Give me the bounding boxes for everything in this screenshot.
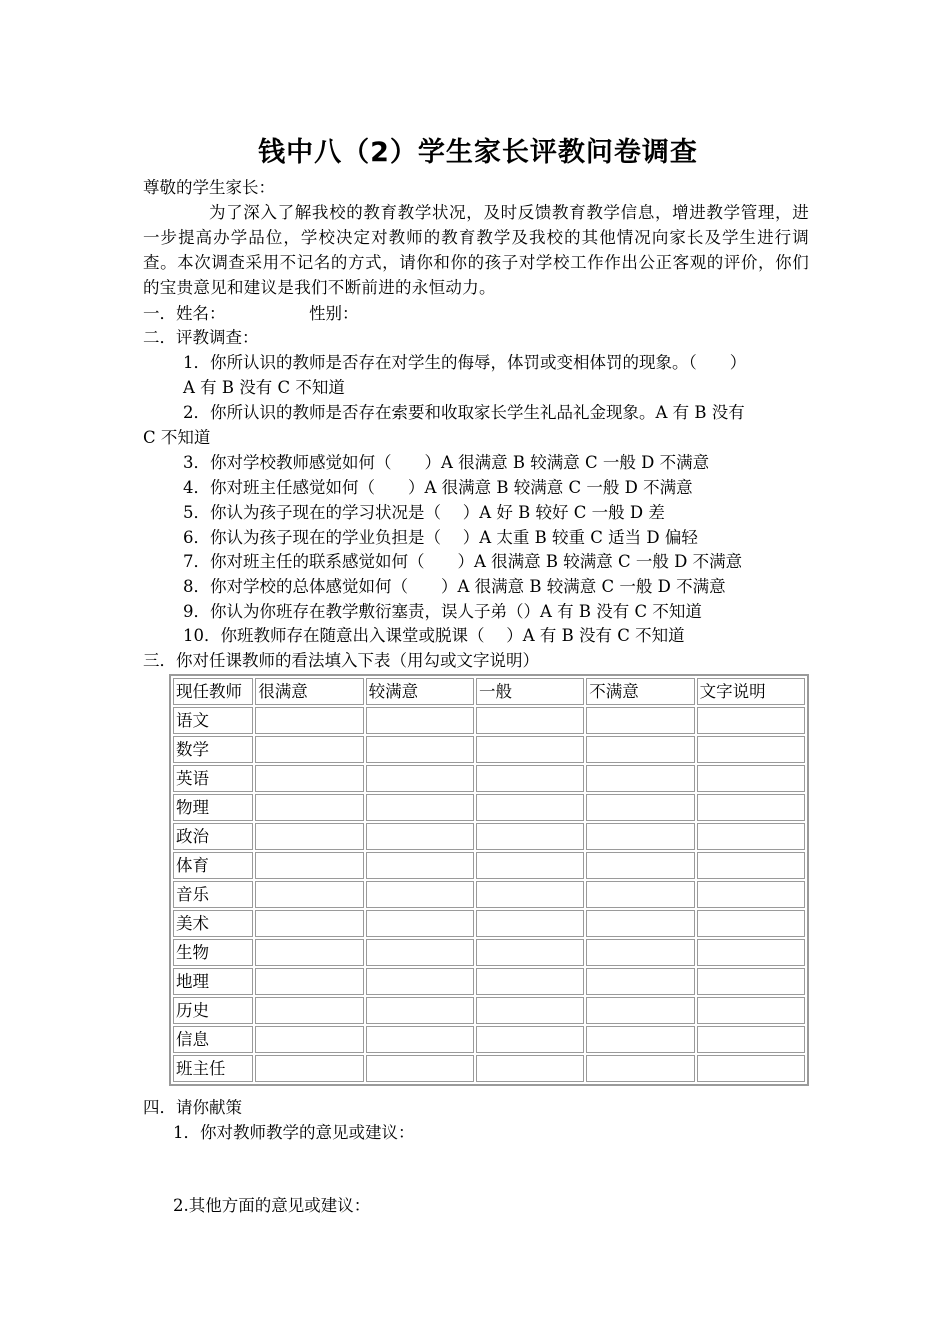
rating-cell[interactable]	[366, 910, 474, 937]
rating-cell[interactable]	[697, 707, 805, 734]
rating-cell[interactable]	[476, 1055, 584, 1082]
rating-cell[interactable]	[366, 997, 474, 1024]
rating-cell[interactable]	[586, 968, 694, 995]
rating-cell[interactable]	[586, 939, 694, 966]
subject-label: 生物	[173, 939, 253, 966]
table-row	[173, 736, 805, 763]
table-row	[173, 794, 805, 821]
rating-cell[interactable]	[697, 910, 805, 937]
rating-cell[interactable]	[476, 823, 584, 850]
greeting: 尊敬的学生家长：	[143, 178, 275, 197]
header-current-teacher: 现任教师	[173, 678, 253, 705]
header-average: 一般	[476, 678, 584, 705]
table-row	[173, 939, 805, 966]
question-1-line1: 1．你所认识的教师是否存在对学生的侮辱，体罚或变相体罚的现象。（ ）	[183, 353, 747, 372]
rating-cell[interactable]	[586, 997, 694, 1024]
rating-cell[interactable]	[476, 968, 584, 995]
rating-cell[interactable]	[476, 1026, 584, 1053]
question-7: 7．你对班主任的联系感觉如何（ ）A 很满意 B 较满意 C 一般 D 不满意	[183, 552, 743, 571]
rating-cell[interactable]	[586, 881, 694, 908]
header-satisfied: 较满意	[366, 678, 474, 705]
rating-cell[interactable]	[255, 736, 363, 763]
suggestion-other: 2.其他方面的意见或建议：	[173, 1196, 371, 1215]
rating-cell[interactable]	[586, 852, 694, 879]
subject-label: 体育	[173, 852, 253, 879]
table-row	[173, 910, 805, 937]
rating-cell[interactable]	[476, 910, 584, 937]
section3-heading: 三．你对任课教师的看法填入下表（用勾或文字说明）	[143, 651, 539, 670]
table-row	[173, 881, 805, 908]
intro-paragraph: 为了深入了解我校的教育教学状况，及时反馈教育教学信息，增进教学管理，进一步提高办学品位，学校决定对教师的教育教学及我校的其他情况向家长及学生进行调查。本次调查采用不记名的方式，请你和你的孩子对学校工作作出公正客观的评价，你们的宝贵意见和建议是我们不断前进的永恒动力。	[143, 203, 809, 297]
rating-cell[interactable]	[476, 794, 584, 821]
rating-cell[interactable]	[697, 852, 805, 879]
rating-cell[interactable]	[476, 765, 584, 792]
rating-cell[interactable]	[697, 939, 805, 966]
header-very-satisfied: 很满意	[255, 678, 363, 705]
rating-cell[interactable]	[366, 881, 474, 908]
rating-cell[interactable]	[255, 881, 363, 908]
rating-cell[interactable]	[255, 968, 363, 995]
section2-heading: 二．评教调查：	[143, 328, 259, 347]
table-body	[173, 707, 805, 1082]
rating-cell[interactable]	[697, 1055, 805, 1082]
question-2-line1: 2．你所认识的教师是否存在索要和收取家长学生礼品礼金现象。A 有 B 没有	[183, 403, 745, 422]
rating-cell[interactable]	[697, 823, 805, 850]
section4-heading: 四．请你献策	[143, 1098, 242, 1117]
rating-cell[interactable]	[255, 823, 363, 850]
rating-cell[interactable]	[586, 707, 694, 734]
subject-label: 信息	[173, 1026, 253, 1053]
rating-cell[interactable]	[476, 707, 584, 734]
rating-cell[interactable]	[476, 736, 584, 763]
rating-cell[interactable]	[697, 765, 805, 792]
table-row	[173, 852, 805, 879]
table-row	[173, 968, 805, 995]
rating-cell[interactable]	[366, 823, 474, 850]
gender-label: 性别：	[309, 304, 359, 323]
question-2-line2: C 不知道	[143, 428, 211, 447]
rating-cell[interactable]	[697, 881, 805, 908]
subject-label: 历史	[173, 997, 253, 1024]
suggestion-teaching: 1．你对教师教学的意见或建议：	[173, 1123, 415, 1142]
question-4: 4．你对班主任感觉如何（ ）A 很满意 B 较满意 C 一般 D 不满意	[183, 478, 693, 497]
subject-label: 英语	[173, 765, 253, 792]
header-text-comment: 文字说明	[697, 678, 805, 705]
table-row	[173, 1026, 805, 1053]
subject-label: 物理	[173, 794, 253, 821]
table-row	[173, 707, 805, 734]
rating-cell[interactable]	[697, 968, 805, 995]
rating-cell[interactable]	[366, 852, 474, 879]
rating-cell[interactable]	[476, 997, 584, 1024]
subject-label: 音乐	[173, 881, 253, 908]
rating-cell[interactable]	[255, 910, 363, 937]
subject-label: 语文	[173, 707, 253, 734]
rating-cell[interactable]	[366, 736, 474, 763]
rating-cell[interactable]	[697, 1026, 805, 1053]
rating-cell[interactable]	[255, 1026, 363, 1053]
question-10: 10．你班教师存在随意出入课堂或脱课（ ）A 有 B 没有 C 不知道	[183, 626, 685, 645]
rating-cell[interactable]	[255, 707, 363, 734]
rating-cell[interactable]	[697, 997, 805, 1024]
rating-cell[interactable]	[586, 823, 694, 850]
table-header	[173, 678, 805, 705]
rating-cell[interactable]	[366, 968, 474, 995]
rating-cell[interactable]	[255, 997, 363, 1024]
rating-cell[interactable]	[586, 1055, 694, 1082]
rating-cell[interactable]	[586, 794, 694, 821]
question-3: 3．你对学校教师感觉如何（ ）A 很满意 B 较满意 C 一般 D 不满意	[183, 453, 710, 472]
table-row	[173, 823, 805, 850]
rating-cell[interactable]	[476, 852, 584, 879]
question-8: 8．你对学校的总体感觉如何（ ）A 很满意 B 较满意 C 一般 D 不满意	[183, 577, 726, 596]
rating-cell[interactable]	[476, 939, 584, 966]
rating-cell[interactable]	[255, 939, 363, 966]
header-unsatisfied: 不满意	[586, 678, 694, 705]
name-gender-line	[143, 302, 543, 326]
rating-cell[interactable]	[255, 852, 363, 879]
rating-cell[interactable]	[366, 707, 474, 734]
rating-cell[interactable]	[366, 765, 474, 792]
rating-cell[interactable]	[255, 1055, 363, 1082]
rating-cell[interactable]	[697, 736, 805, 763]
rating-cell[interactable]	[586, 736, 694, 763]
subject-label: 政治	[173, 823, 253, 850]
teacher-evaluation-table	[169, 674, 809, 1086]
rating-cell[interactable]	[366, 794, 474, 821]
rating-cell[interactable]	[586, 910, 694, 937]
rating-cell[interactable]	[697, 794, 805, 821]
subject-label: 美术	[173, 910, 253, 937]
subject-label: 地理	[173, 968, 253, 995]
rating-cell[interactable]	[255, 794, 363, 821]
question-9: 9．你认为你班存在教学敷衍塞责，误人子弟（）A 有 B 没有 C 不知道	[183, 602, 702, 621]
subject-label: 数学	[173, 736, 253, 763]
table-row	[173, 1055, 805, 1082]
rating-cell[interactable]	[366, 1026, 474, 1053]
rating-cell[interactable]	[586, 765, 694, 792]
rating-cell[interactable]	[366, 939, 474, 966]
rating-cell[interactable]	[366, 1055, 474, 1082]
question-5: 5．你认为孩子现在的学习状况是（ ）A 好 B 较好 C 一般 D 差	[183, 503, 665, 522]
name-label: 一．姓名：	[143, 304, 226, 323]
table-row	[173, 765, 805, 792]
document-title: 钱中八（2）学生家长评教问卷调查	[258, 137, 698, 168]
question-6: 6．你认为孩子现在的学业负担是（ ）A 太重 B 较重 C 适当 D 偏轻	[183, 528, 698, 547]
rating-cell[interactable]	[586, 1026, 694, 1053]
rating-cell[interactable]	[255, 765, 363, 792]
question-1-line2: A 有 B 没有 C 不知道	[183, 378, 345, 397]
subject-label: 班主任	[173, 1055, 253, 1082]
table-header-row	[173, 678, 805, 705]
table-row	[173, 997, 805, 1024]
rating-cell[interactable]	[476, 881, 584, 908]
